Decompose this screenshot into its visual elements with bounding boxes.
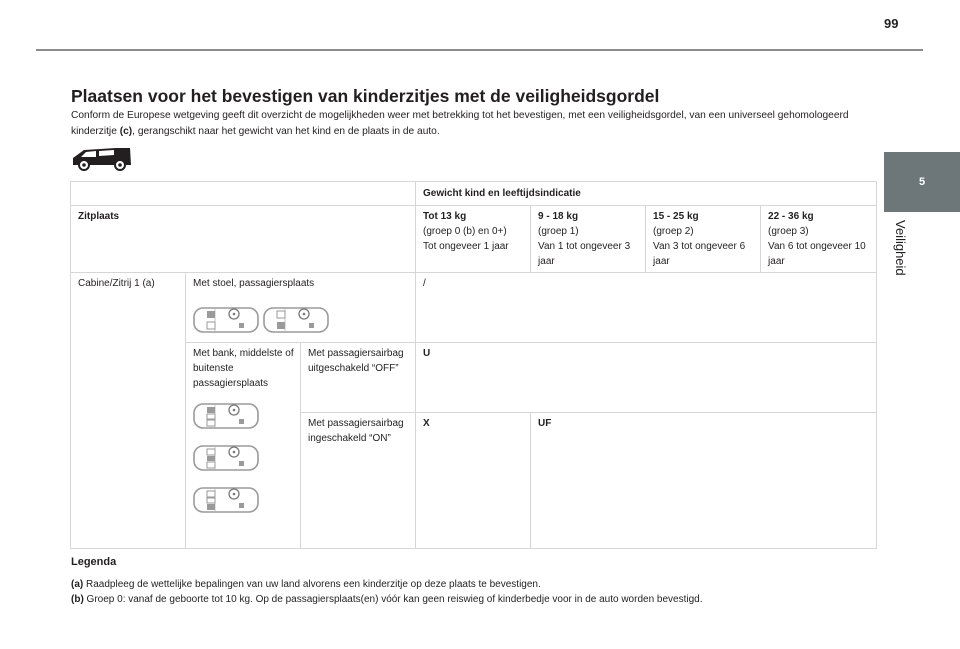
airbag-on-value-other: UF xyxy=(531,413,877,549)
group-number: (groep 0 (b) en 0+) xyxy=(423,226,507,237)
group-number: (groep 1) xyxy=(538,226,579,237)
group-weight: 9 - 18 kg xyxy=(538,211,579,222)
child-seat-table xyxy=(70,181,877,549)
bench-row-label xyxy=(186,343,301,549)
weight-group-header: Gewicht kind en leeftijdsindicatie xyxy=(416,182,877,206)
page-title: Plaatsen voor het bevestigen van kinderzitjes met de veiligheidsgordel xyxy=(71,86,660,106)
car-seat-layout-icon xyxy=(263,305,329,335)
weight-group-3 xyxy=(761,206,877,273)
intro-text-2: , gerangschikt naar het gewicht van het kind en de plaats in de auto. xyxy=(132,126,440,137)
legend-key-b: (b) xyxy=(71,594,84,605)
intro-ref: (c) xyxy=(119,126,133,137)
legend-key-a: (a) xyxy=(71,579,84,590)
chapter-label: Veiligheid xyxy=(893,220,908,276)
seat-row-label xyxy=(186,273,416,343)
legend-title: Legenda xyxy=(71,556,117,568)
legend-item-a xyxy=(71,578,541,591)
group-age: Van 3 tot ongeveer 6 jaar xyxy=(653,241,746,267)
intro-paragraph xyxy=(71,108,861,140)
group-number: (groep 2) xyxy=(653,226,694,237)
cabin-row-label: Cabine/Zitrij 1 (a) xyxy=(71,273,186,549)
intro-text-1: Conform de Europese wetgeving geeft dit overzicht de mogelijkheden weer met betrekking tot het bevestigen, met een veiligheidsgordel, van een universeel gehomologeerd kinderzitje xyxy=(71,110,849,137)
van-icon xyxy=(70,145,134,171)
car-seat-layout-icon xyxy=(193,443,259,473)
airbag-off-label: Met passagiersairbag uitgeschakeld “OFF” xyxy=(301,343,416,413)
header-divider xyxy=(36,49,923,51)
legend-item-b xyxy=(71,593,703,606)
group-weight: 15 - 25 kg xyxy=(653,211,699,222)
seat-row-text: Met stoel, passagiersplaats xyxy=(193,278,315,289)
car-seat-layout-icon xyxy=(193,485,259,515)
car-seat-layout-icon xyxy=(193,305,259,335)
chapter-number: 5 xyxy=(918,176,926,188)
group-age: Tot ongeveer 1 jaar xyxy=(423,241,509,252)
airbag-off-value: U xyxy=(416,343,877,413)
bench-row-text: Met bank, middelste of buitenste passagiersplaats xyxy=(193,348,294,389)
airbag-on-value-group0: X xyxy=(416,413,531,549)
weight-group-2 xyxy=(646,206,761,273)
group-age: Van 6 tot ongeveer 10 jaar xyxy=(768,241,866,267)
weight-group-0 xyxy=(416,206,531,273)
group-weight: 22 - 36 kg xyxy=(768,211,814,222)
legend-text-b: Groep 0: vanaf de geboorte tot 10 kg. Op de passagiersplaats(en) vóór kan geen reiswieg of kinderbedje voor in de auto worden bevestigd. xyxy=(83,594,703,605)
page-number: 99 xyxy=(884,16,899,31)
seat-row-value: / xyxy=(416,273,877,343)
group-weight: Tot 13 kg xyxy=(423,211,467,222)
airbag-on-label: Met passagiersairbag ingeschakeld “ON” xyxy=(301,413,416,549)
chapter-tab xyxy=(884,152,960,212)
weight-group-1 xyxy=(531,206,646,273)
group-number: (groep 3) xyxy=(768,226,809,237)
seat-position-header: Zitplaats xyxy=(71,206,416,273)
car-seat-layout-icon xyxy=(193,401,259,431)
group-age: Van 1 tot ongeveer 3 jaar xyxy=(538,241,631,267)
legend-text-a: Raadpleeg de wettelijke bepalingen van uw land alvorens een kinderzitje op deze plaats te bevestigen. xyxy=(83,579,541,590)
table-corner-cell xyxy=(71,182,416,206)
